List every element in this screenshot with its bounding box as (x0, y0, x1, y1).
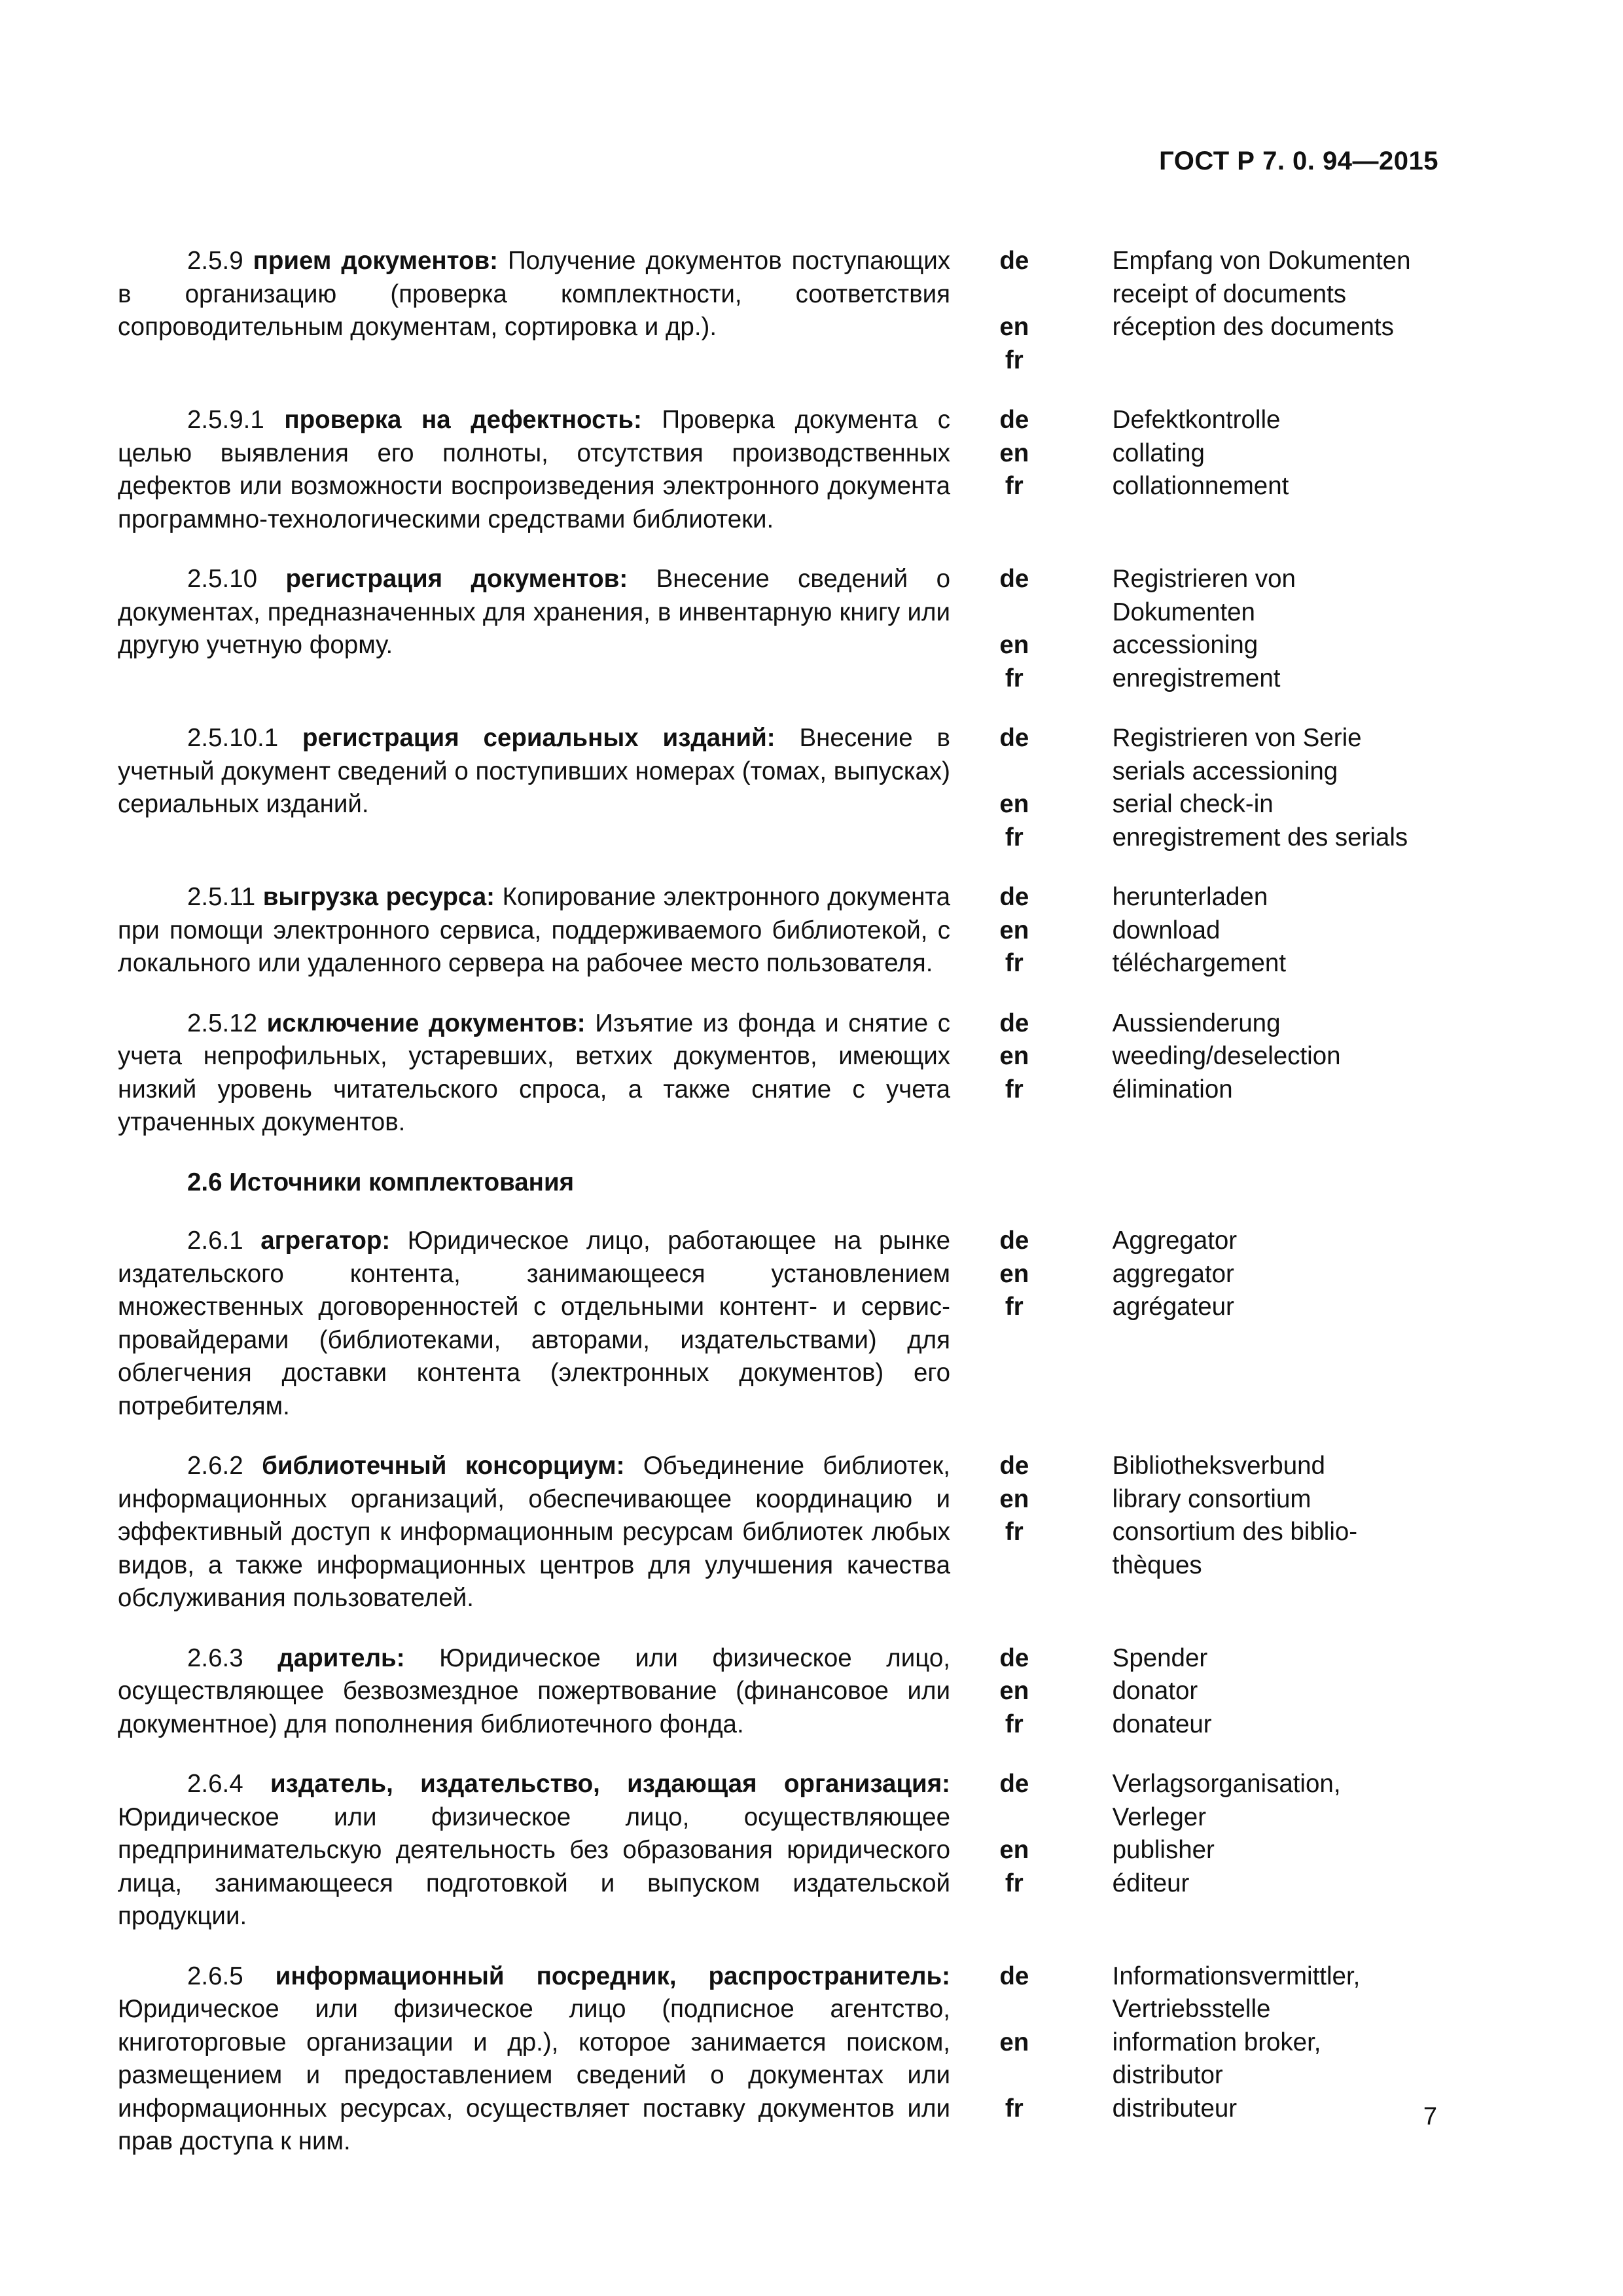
equivalent-term: publisher (1112, 1836, 1215, 1864)
equivalent-term: Registrieren von (1112, 565, 1296, 593)
foreign-equivalents (1113, 881, 1453, 980)
terms-list (118, 245, 1453, 2185)
language-code: de (999, 1643, 1029, 1672)
language-code: fr (1005, 2094, 1024, 2123)
language-codes (976, 1960, 1052, 2126)
definition-text: Внесение в учетный документ сведений о поступивших номерах (томах, выпусках) сериальных изданий. (118, 724, 951, 818)
term-definition (118, 881, 950, 980)
term-entry (118, 1642, 1453, 1742)
foreign-equivalents (1113, 245, 1453, 344)
equivalent-term: Verleger (1112, 1803, 1207, 1831)
language-code: en (999, 2028, 1029, 2056)
equivalent-term: enregistrement (1112, 664, 1281, 692)
term-definition (118, 1225, 950, 1423)
language-codes (976, 881, 1052, 980)
language-code: en (999, 1259, 1029, 1288)
page-number: 7 (1423, 2103, 1437, 2130)
term-name: библиотечный консорциум: (262, 1452, 625, 1480)
term-name: выгрузка ресурса: (262, 883, 495, 911)
language-code: fr (1005, 949, 1024, 977)
foreign-equivalents (1113, 1007, 1453, 1107)
term-entry (118, 1768, 1453, 1933)
term-entry (118, 1450, 1453, 1615)
term-entry (118, 1225, 1453, 1423)
foreign-equivalents (1113, 1450, 1453, 1582)
language-code: fr (1005, 1293, 1024, 1321)
equivalent-term: Aggregator (1112, 1227, 1238, 1255)
equivalent-term: information broker, (1112, 2028, 1321, 2056)
foreign-equivalents (1113, 1225, 1453, 1324)
language-codes (976, 1768, 1052, 1900)
equivalent-term: serials accessioning (1112, 757, 1338, 785)
term-number: 2.6.5 (187, 1962, 243, 1990)
foreign-equivalents (1113, 1642, 1453, 1742)
term-entry (118, 404, 1453, 536)
language-code: en (999, 1484, 1029, 1513)
term-name: прием документов: (253, 247, 498, 275)
language-codes (976, 1225, 1052, 1324)
language-code: en (999, 916, 1029, 944)
language-code: en (999, 1677, 1029, 1705)
language-code: fr (1005, 346, 1024, 374)
language-code: de (999, 565, 1029, 593)
definition-text: Изъятие из фонда и снятие с учета непрофильных, устаревших, ветхих документов, имеющих низкий уровень читательского спроса, а также снятие с учета утраченных документов. (118, 1009, 950, 1136)
term-definition (118, 1450, 950, 1615)
term-number: 2.5.9.1 (187, 406, 264, 434)
equivalent-term: aggregator (1112, 1259, 1234, 1288)
equivalent-term: distributeur (1112, 2094, 1238, 2123)
language-code: en (999, 439, 1029, 467)
language-code: fr (1005, 823, 1024, 852)
term-definition (118, 1642, 950, 1742)
language-codes (976, 1642, 1052, 1742)
term-number: 2.6.2 (187, 1452, 243, 1480)
term-definition (118, 1007, 950, 1139)
equivalent-term: Verlagsorganisation, (1112, 1770, 1341, 1798)
language-code (976, 278, 1052, 312)
language-codes (976, 404, 1052, 503)
term-number: 2.5.9 (187, 247, 243, 275)
term-name: информационный посредник, распространитель: (275, 1962, 950, 1990)
equivalent-term: Vertriebsstelle (1112, 1995, 1271, 2023)
term-name: проверка на дефектность: (284, 406, 642, 434)
definition-text: Юридическое или физическое лицо (подписное агентство, книготорговые организации и др.), которое занимается поиском, размещением и предоставлением сведений о документах или информационных ресурсах, осуществляет поставку документов или прав доступа к ним. (118, 1995, 950, 2155)
language-code: de (999, 1452, 1029, 1480)
term-number: 2.6.4 (187, 1770, 243, 1798)
language-codes (976, 1450, 1052, 1549)
foreign-equivalents (1113, 563, 1453, 695)
equivalent-term: herunterladen (1112, 883, 1268, 911)
equivalent-term: éditeur (1112, 1869, 1190, 1897)
language-code: fr (1005, 472, 1024, 500)
foreign-equivalents (1113, 722, 1453, 854)
term-definition (118, 245, 950, 344)
equivalent-term: agrégateur (1112, 1293, 1234, 1321)
terms-section-2-6 (118, 1225, 1453, 2159)
term-number: 2.5.12 (187, 1009, 258, 1037)
equivalent-term: collating (1112, 439, 1205, 467)
language-code: de (999, 247, 1029, 275)
foreign-equivalents (1113, 1768, 1453, 1900)
term-name: агрегатор: (260, 1227, 391, 1255)
language-codes (976, 563, 1052, 695)
language-code (976, 2059, 1052, 2092)
equivalent-term: Defektkontrolle (1112, 406, 1281, 434)
term-name: исключение документов: (266, 1009, 586, 1037)
term-definition (118, 563, 950, 662)
equivalent-term: Registrieren von Serie (1112, 724, 1362, 752)
equivalent-term: accessioning (1112, 631, 1258, 659)
definition-text: Проверка документа с целью выявления его полноты, отсутствия производственных дефектов или возможности воспроизведения электронного документа программно-технологическими средствами библиотеки. (118, 406, 951, 533)
definition-text: Объединение библиотек, информационных организаций, обеспечивающее координацию и эффективный доступ к информационным ресурсам библиотек любых видов, а также информационных центров для улучшения качества обслуживания пользователей. (118, 1452, 950, 1612)
language-code: en (999, 1042, 1029, 1070)
language-code (976, 755, 1052, 789)
document-header: ГОСТ Р 7. 0. 94—2015 (1159, 147, 1438, 175)
language-code (976, 596, 1052, 630)
term-number: 2.6.1 (187, 1227, 243, 1255)
language-code: en (999, 790, 1029, 818)
language-code: fr (1005, 664, 1024, 692)
equivalent-term: download (1112, 916, 1221, 944)
equivalent-term: collationnement (1112, 472, 1289, 500)
definition-text: Копирование электронного документа при помощи электронного сервиса, поддерживаемого библиотекой, с локального или удаленного сервера на рабочее место пользователя. (118, 883, 950, 977)
term-entry (118, 1007, 1453, 1139)
language-code (976, 1801, 1052, 1835)
section-heading: 2.6 Источники комплектования (187, 1168, 575, 1196)
term-number: 2.5.10.1 (187, 724, 279, 752)
language-code: fr (1005, 1518, 1024, 1546)
definition-text: Юридическое или физическое лицо, осуществляющее безвозмездное пожертвование (финансовое или документное) для пополнения библиотечного фонда. (118, 1643, 951, 1738)
equivalent-term: consortium des biblio- (1112, 1518, 1358, 1546)
equivalent-term: téléchargement (1112, 949, 1287, 977)
definition-text: Юридическое или физическое лицо, осуществляющее предпринимательскую деятельность без образования юридического лица, занимающееся подготовкой и выпуском издательской продукции. (118, 1803, 950, 1930)
language-codes (976, 245, 1052, 377)
definition-text: Внесение сведений о документах, предназначенных для хранения, в инвентарную книгу или другую учетную форму. (118, 565, 950, 659)
language-code: de (999, 724, 1029, 752)
equivalent-term: Empfang von Dokumenten (1112, 247, 1411, 275)
language-codes (976, 722, 1052, 854)
language-code: fr (1005, 1075, 1024, 1103)
equivalent-term: Aussienderung (1112, 1009, 1281, 1037)
language-code: de (999, 406, 1029, 434)
language-code: fr (1005, 1710, 1024, 1738)
equivalent-term: thèques (1112, 1551, 1202, 1579)
equivalent-term: donator (1112, 1677, 1198, 1705)
equivalent-term: élimination (1112, 1075, 1233, 1103)
equivalent-term: réception des documents (1112, 313, 1394, 341)
term-entry (118, 881, 1453, 980)
term-entry (118, 722, 1453, 854)
language-code (976, 1993, 1052, 2026)
equivalent-term: receipt of documents (1112, 279, 1347, 308)
term-name: регистрация сериальных изданий: (302, 724, 776, 752)
term-definition (118, 722, 950, 821)
definition-text: Юридическое лицо, работающее на рынке издательского контента, занимающееся установлением множественных договоренностей с отдельными контент- и сервис-провайдерами (библиотеками, авторами, издательствами) для облегчения доставки контента (электронных документов) его потребителям. (118, 1227, 951, 1420)
equivalent-term: library consortium (1112, 1484, 1311, 1513)
language-code: fr (1005, 1869, 1024, 1897)
equivalent-term: serial check-in (1112, 790, 1274, 818)
term-number: 2.5.11 (187, 883, 256, 911)
language-code: de (999, 1009, 1029, 1037)
language-code: en (999, 313, 1029, 341)
equivalent-term: distributor (1112, 2061, 1223, 2089)
equivalent-term: enregistrement des serials (1112, 823, 1408, 852)
equivalent-term: donateur (1112, 1710, 1212, 1738)
language-code: de (999, 1770, 1029, 1798)
language-code: en (999, 1836, 1029, 1864)
language-code: en (999, 631, 1029, 659)
definition-text: Получение документов поступающих в организацию (проверка комплектности, соответствия сопроводительным документам, сортировка и др.). (118, 247, 951, 341)
terms-section-2-5 (118, 245, 1453, 1139)
language-code: de (999, 883, 1029, 911)
equivalent-term: Spender (1112, 1643, 1208, 1672)
term-number: 2.6.3 (187, 1643, 243, 1672)
term-entry (118, 1960, 1453, 2159)
term-number: 2.5.10 (187, 565, 258, 593)
language-codes (976, 1007, 1052, 1107)
language-code: de (999, 1227, 1029, 1255)
term-name: издатель, издательство, издающая организация: (270, 1770, 950, 1798)
foreign-equivalents (1113, 404, 1453, 503)
equivalent-term: Informationsvermittler, (1112, 1962, 1361, 1990)
term-definition (118, 404, 950, 536)
term-entry (118, 245, 1453, 377)
term-definition (118, 1768, 950, 1933)
term-entry (118, 563, 1453, 695)
term-name: регистрация документов: (285, 565, 628, 593)
term-name: даритель: (277, 1643, 405, 1672)
equivalent-term: Dokumenten (1112, 598, 1255, 626)
language-code: de (999, 1962, 1029, 1990)
equivalent-term: weeding/deselection (1112, 1042, 1341, 1070)
equivalent-term: Bibliotheksverbund (1112, 1452, 1325, 1480)
foreign-equivalents (1113, 1960, 1453, 2126)
term-definition (118, 1960, 950, 2159)
